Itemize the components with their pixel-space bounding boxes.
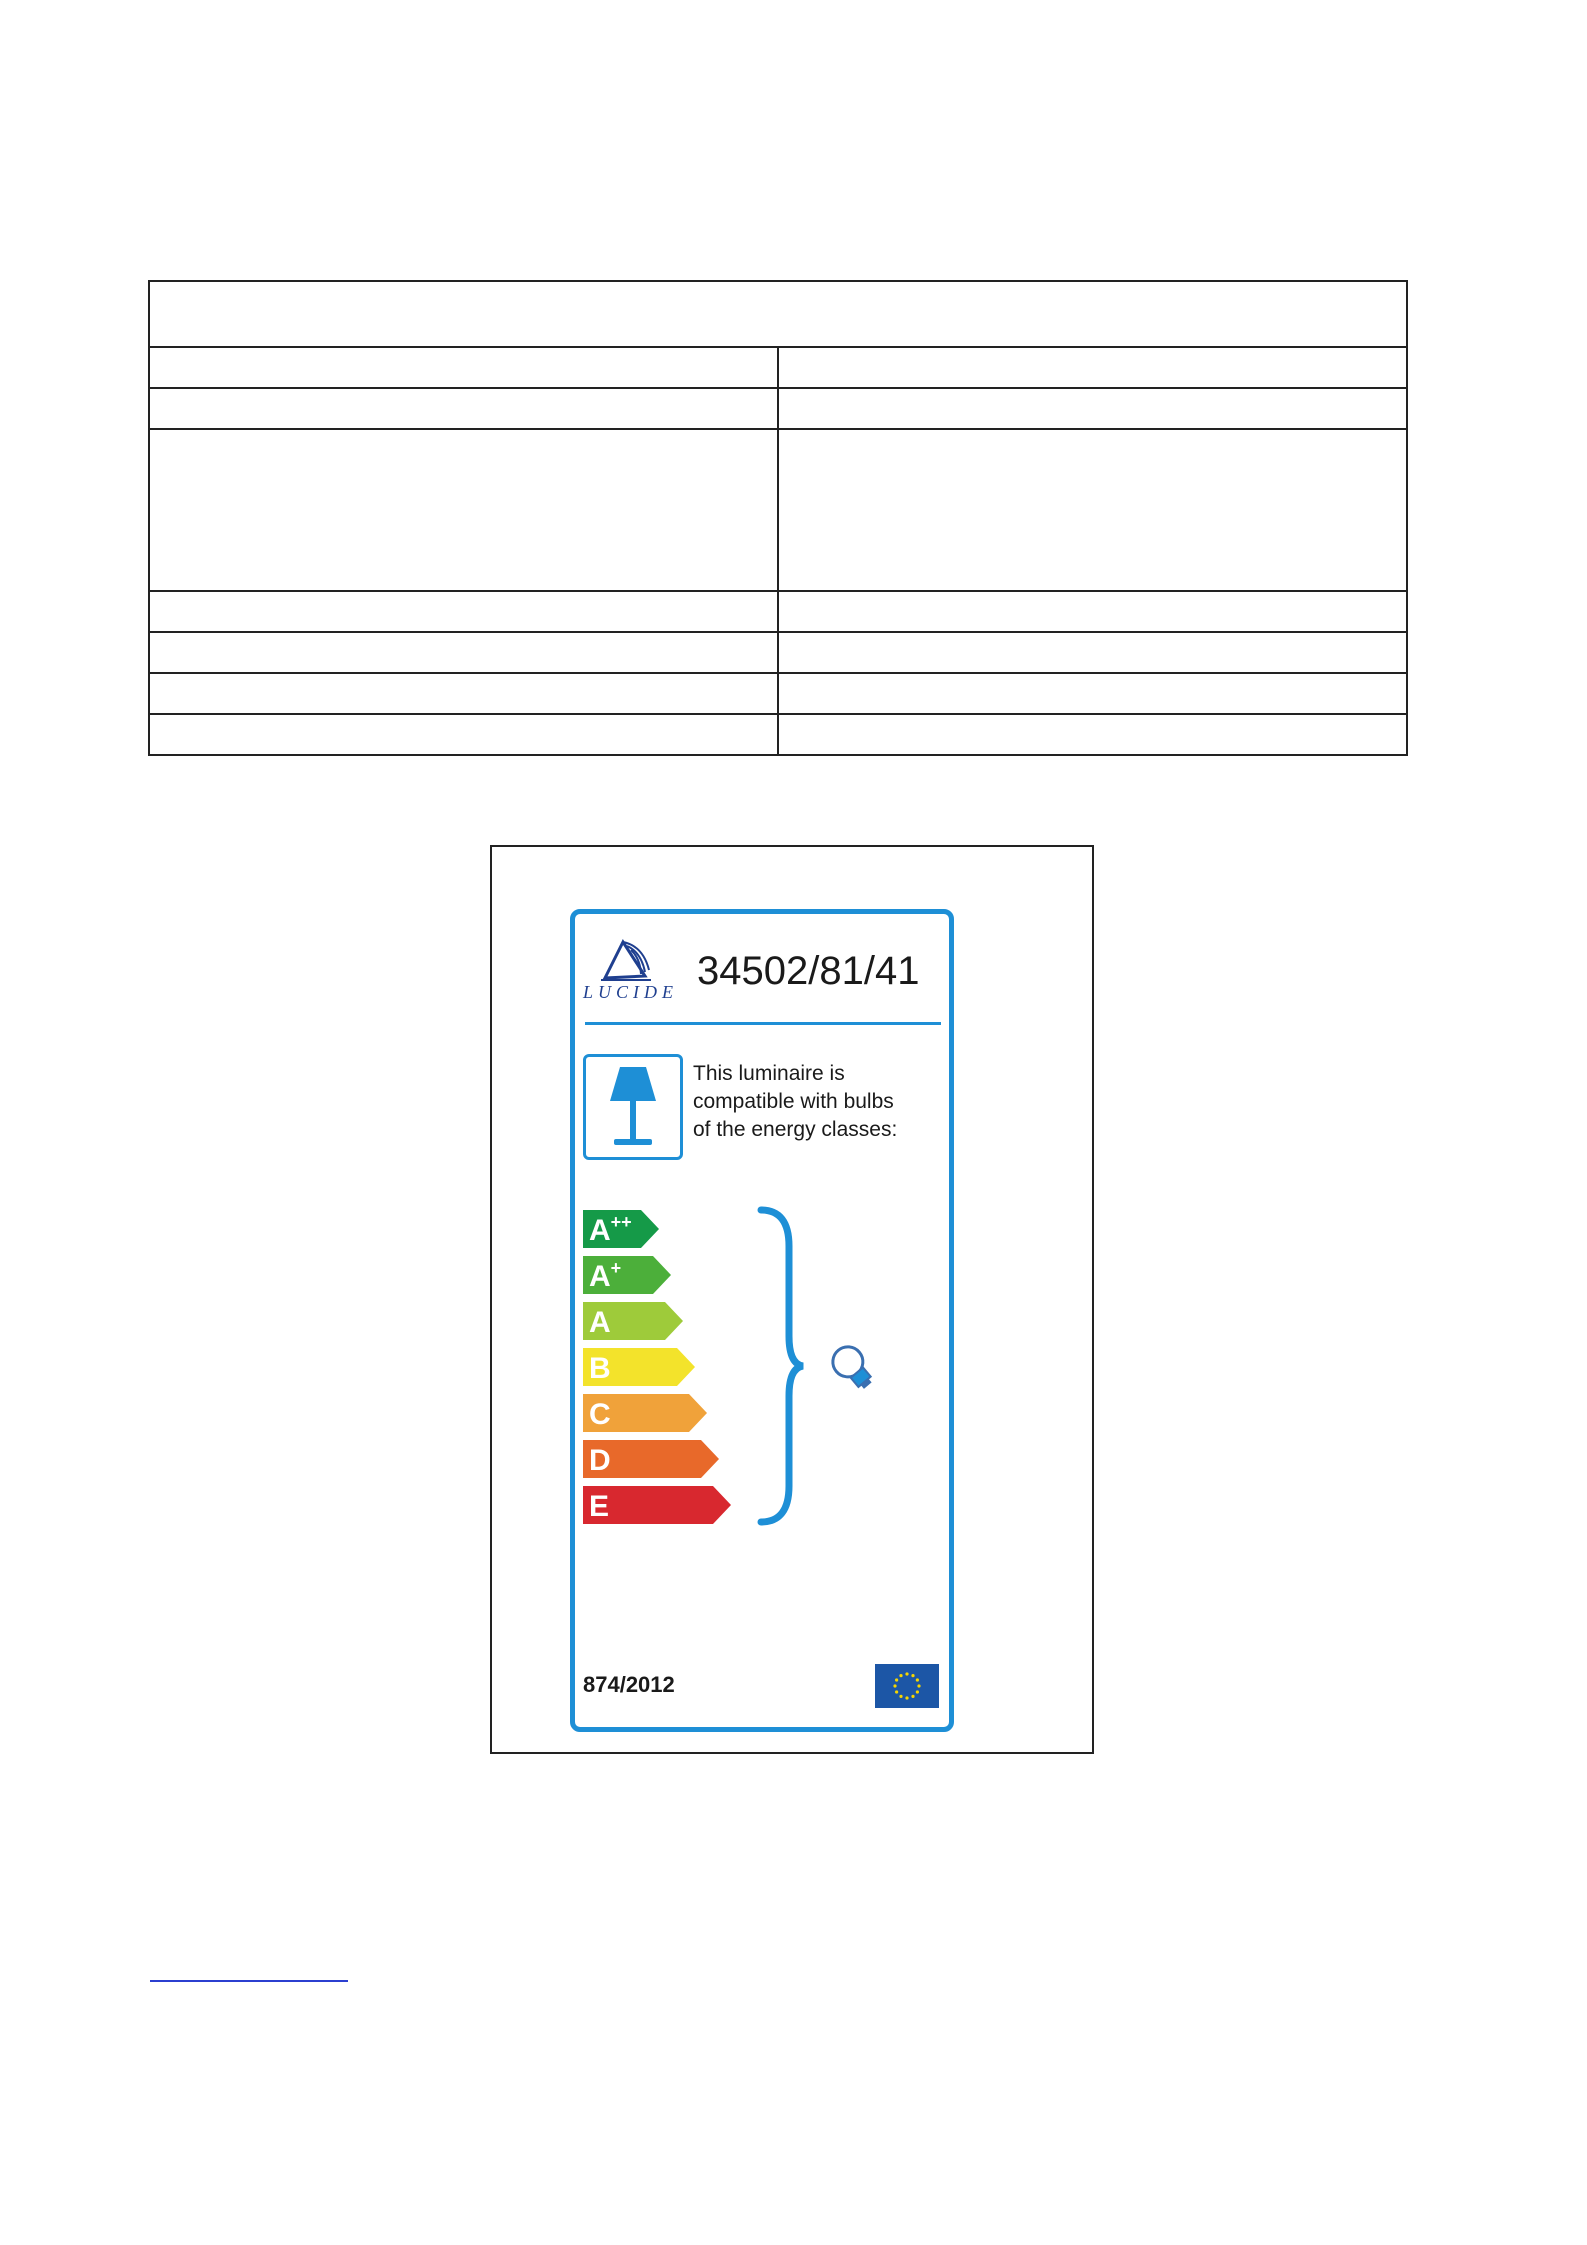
energy-class-ap <box>583 1256 671 1294</box>
compatibility-text <box>693 1060 933 1144</box>
table-row <box>149 388 1407 429</box>
table-cell <box>149 632 778 673</box>
eu-star <box>917 1684 920 1687</box>
table-cell <box>149 714 778 755</box>
eu-star <box>916 1678 919 1681</box>
bulb-icon <box>823 1338 883 1398</box>
energy-label-card <box>570 909 954 1732</box>
table-cell <box>778 673 1407 714</box>
energy-class-letter: D <box>589 1444 611 1477</box>
compat-line: This luminaire is <box>693 1062 845 1085</box>
spec-table-header-row <box>149 281 1407 347</box>
eu-star <box>911 1674 914 1677</box>
divider <box>585 1022 941 1025</box>
model-number: 34502/81/41 <box>697 949 920 993</box>
spec-table-header-cell <box>149 281 1407 347</box>
table-cell <box>778 632 1407 673</box>
table-cell <box>778 388 1407 429</box>
table-cell <box>149 429 778 591</box>
compat-line: compatible with bulbs <box>693 1090 894 1113</box>
energy-class-app <box>583 1210 659 1248</box>
table-cell <box>778 347 1407 388</box>
lamp-icon <box>586 1057 680 1157</box>
energy-class-e <box>583 1486 731 1524</box>
eu-flag-icon <box>875 1664 939 1708</box>
eu-star <box>899 1674 902 1677</box>
energy-class-letter: C <box>589 1398 611 1431</box>
energy-class-letter: A+ <box>589 1258 622 1293</box>
eu-star <box>893 1684 896 1687</box>
table-cell <box>778 714 1407 755</box>
eu-star <box>911 1695 914 1698</box>
table-cell <box>149 591 778 632</box>
eu-star <box>895 1678 898 1681</box>
table-cell <box>778 429 1407 591</box>
energy-class-b <box>583 1348 695 1386</box>
brace-icon <box>755 1206 805 1526</box>
lamp-icon-box <box>583 1054 683 1160</box>
energy-class-superscript: + <box>610 1258 622 1278</box>
energy-class-letter: A++ <box>589 1212 632 1247</box>
eu-star <box>899 1695 902 1698</box>
footer-link-underline[interactable] <box>150 1980 348 1982</box>
table-cell <box>149 673 778 714</box>
table-cell <box>149 347 778 388</box>
energy-class-d <box>583 1440 719 1478</box>
eu-star <box>895 1690 898 1693</box>
eu-star <box>905 1672 908 1675</box>
energy-class-superscript: ++ <box>610 1212 632 1232</box>
table-row <box>149 673 1407 714</box>
table-cell <box>149 388 778 429</box>
table-row <box>149 632 1407 673</box>
table-row <box>149 591 1407 632</box>
brand-name: LUCIDE <box>583 982 679 1002</box>
eu-star <box>916 1690 919 1693</box>
table-row <box>149 429 1407 591</box>
compat-line: of the energy classes: <box>693 1118 898 1141</box>
energy-label-frame <box>490 845 1094 1754</box>
table-row <box>149 714 1407 755</box>
energy-class-letter: E <box>589 1490 610 1523</box>
energy-class-letter: A <box>589 1306 611 1339</box>
regulation-number: 874/2012 <box>583 1672 675 1697</box>
eu-star <box>905 1696 908 1699</box>
energy-class-c <box>583 1394 707 1432</box>
energy-class-letter: B <box>589 1352 611 1385</box>
table-cell <box>778 591 1407 632</box>
energy-class-a <box>583 1302 683 1340</box>
spec-table <box>148 280 1408 756</box>
energy-class-scale <box>583 1210 783 1540</box>
table-row <box>149 347 1407 388</box>
